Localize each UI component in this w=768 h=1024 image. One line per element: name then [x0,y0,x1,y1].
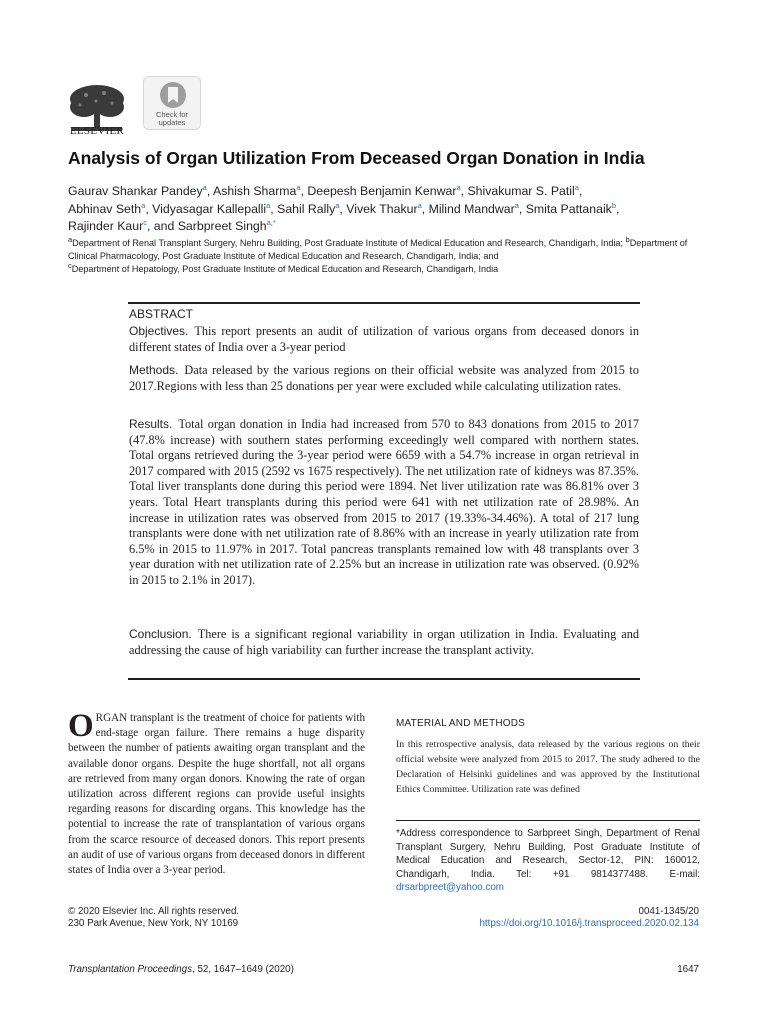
drop-cap: O [68,708,94,744]
section-heading-methods: MATERIAL AND METHODS [396,718,526,729]
article-identifiers [430,906,699,930]
author-list: Gaurav Shankar Pandey$^a$, Ashish Sharma$^a$, Deepesh Benjamin Kenwar$^a$, Shivakumar S. Patil$^a$, Abhinav Seth$^a$, Vidyasagar Kallepalli$^a$, Sahil Rally$^a$, Vivek Thakur$^a$, Milind Mandwar$^a$, Smita Pattanaik$^b$, Rajinder Kaur$^c$, and Sarbpreet Singh$^{a,*}$ [68,182,620,233]
author[interactable]: Smita Pattanaik$^b$ [525,200,616,216]
abstract-results: Results. Total organ donation in India had increased from 570 to 843 donations from 2015 to 2017 (47.8% increase) with southern states performing exceedingly well compared with northern states. Total organs retrieved during the 3-year period were 6659 with a 54.7% increase in organ retrieval in 2017 compared with 2015 (2592 vs 1675 respectively). The net utilization rate of kidneys was 87.35%. Total liver transplants done during this period were 1894. Net liver utilization rate was 86.81% over 3 years. Total Heart transplants during this period were 641 with net utilization rate of 28.98%. An increase in utilization rates was observed from 2015 to 2017 (19.33%-34.46%). A total of 217 lung transplants were done with net utilization rate of 8.86% with an increase in yearly utilization rate from 6.5% in 2015 to 11.97% in 2017. Total pancreas transplants remained low with 48 transplants over 3 year duration with net utilization rate of 2.25% but an increase in utilization rate was observed. (0.92% in 2015 to 2.1% in 2017). [129,417,639,587]
methods-paragraph: In this retrospective analysis, data released by the various regions on their official website were analyzed from 2015 to 2017. The study adhered to the Declaration of Helsinki guidelines and was approved by the Institutional Ethics Committee. Utilization rate was defined [396,739,700,795]
issn: 0041-1345/20 [638,906,699,917]
author[interactable]: Vidyasagar Kallepalli$^a$ [152,200,271,216]
copyright-notice: © 2020 Elsevier Inc. All rights reserved. 230 Park Avenue, New York, NY 10169 [68,906,240,929]
footnote-divider [396,820,700,821]
abstract-methods: Methods. Data released by the various regions on their official website was analyzed from 2015 to 2017.Regions with less than 25 donations per year were excluded while calculating utilization rates. [129,363,639,393]
check-for-updates-label: Check for updates [155,110,189,127]
doi-link[interactable]: https://doi.org/10.1016/j.transproceed.2020.02.134 [479,918,699,929]
author[interactable]: Gaurav Shankar Pandey$^a$ [68,182,207,198]
author[interactable]: Deepesh Benjamin Kenwar$^a$ [307,182,461,198]
article-title: Analysis of Organ Utilization From Deceased Organ Donation in India [68,148,645,168]
author[interactable]: Rajinder Kaur$^c$ [68,217,147,233]
author[interactable]: Vivek Thakur$^a$ [346,200,422,216]
affiliations: $^a$Department of Renal Transplant Surgery, Nehru Building, Post Graduate Institute of Medical Education and Research, Chandigarh, India; $^b$Department of Clinical Pharmacology, Post Graduate Institute of Medical Education and Research, Chandigarh, India; and $^c$Department of Hepatology, Post Graduate Institute of Medical Education and Research, Chandigarh, India [68,234,688,274]
author[interactable]: Ashish Sharma$^a$ [213,182,301,198]
correspondence-footnote: *Address correspondence to Sarbpreet Singh, Department of Renal Transplant Surgery, Nehru Building, Post Graduate Institute of Medical Education and Research, Sector-12, PIN: 160012, Chandigarh, India. Tel: +91 9814377488. E-mail: drsarbpreet@yahoo.com [396,828,700,893]
page-number: 1647 [677,964,699,975]
author[interactable]: Sahil Rally$^a$ [277,200,340,216]
email-link[interactable]: drsarbpreet@yahoo.com [396,882,504,893]
author[interactable]: Shivakumar S. Patil$^a$ [467,182,579,198]
elsevier-wordmark: ELSEVIER [69,125,125,137]
introduction-paragraph: ORGAN transplant is the treatment of choice for patients with end-stage organ failure. There remains a huge disparity between the number of patients awaiting organ transplant and the available donor organs. Despite the huge shortfall, not all organs are retrieved from many organ donors. Knowing the rate of organ utilization across different regions can provide useful insights regarding reasons for discarding organs. This knowledge has the potential to increase the rate of transplantation of various organs from the scarce resource of deceased donors. This report presents an audit of use of various organs from deceased donors in different states of India over a 3-year period. [68,708,365,877]
abstract-conclusion: Conclusion. There is a significant regional variability in organ utilization in India. Evaluating and addressing the cause of high variability can further increase the transplant activity. [129,627,639,657]
bookmark-icon [144,77,202,113]
author[interactable]: Sarbpreet Singh$^{a,*}$ [177,217,276,233]
abstract-objectives: Objectives. This report presents an audit of utilization of various organs from deceased donors in different states of India over a 3-year period [129,324,639,354]
author[interactable]: Milind Mandwar$^a$ [428,200,519,216]
journal-citation: Transplantation Proceedings, 52, 1647–1649 (2020) [68,964,294,975]
author[interactable]: Abhinav Seth$^a$ [68,200,146,216]
abstract-heading: ABSTRACT [129,307,194,321]
